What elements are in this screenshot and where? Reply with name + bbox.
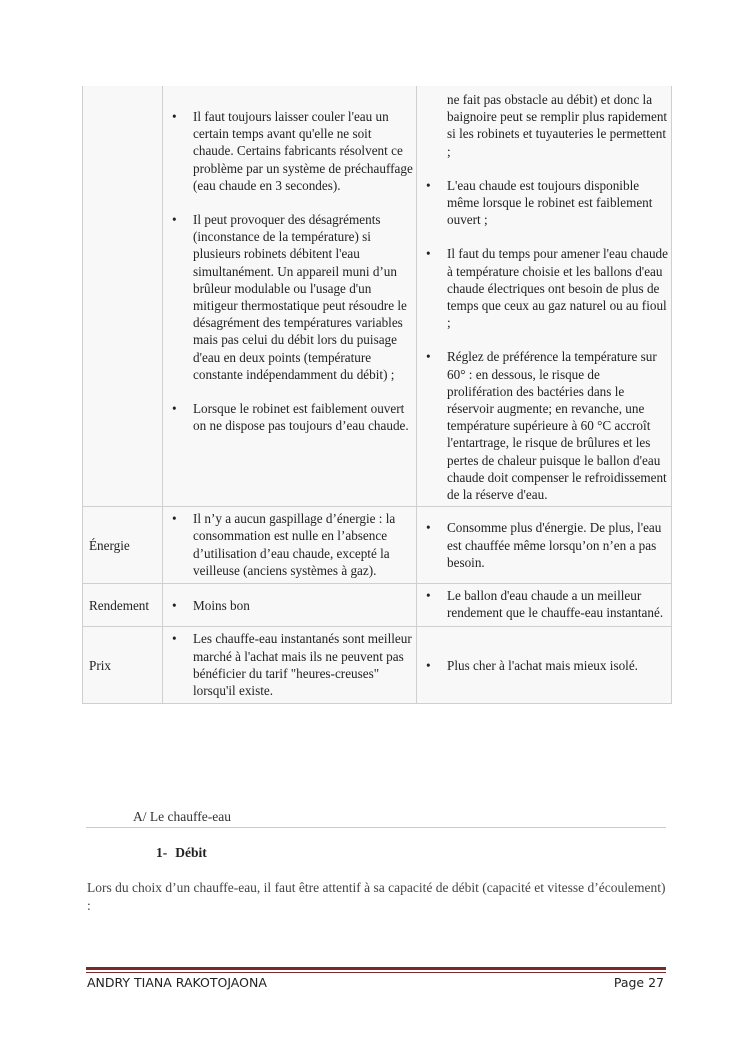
section-title: A/ Le chauffe-eau	[133, 809, 231, 824]
list-item: • L'eau chaude est toujours disponible même lorsque le robinet est faiblement ouvert ;	[417, 177, 671, 229]
list-item: • Le ballon d'eau chaude a un meilleur rendement que le chauffe-eau instantané.	[417, 587, 671, 621]
prix-instant-cell	[163, 627, 417, 704]
section-divider	[86, 827, 666, 828]
list-item: • Il faut toujours laisser couler l'eau un certain temps avant qu'elle ne soit chaude. Certains fabricants résolvent ce problème par un système de préchauffage (eau chaude en 3 secondes).	[163, 108, 416, 194]
list-item: • Moins bon	[163, 597, 416, 614]
footer-author: ANDRY TIANA RAKOTOJAONA	[87, 975, 267, 990]
list-item: • Il peut provoquer des désagréments (inconstance de la température) si plusieurs robinets débitent l'eau simultanément. Un appareil muni d’un brûleur modulable ou l'usage d'un mitigeur thermostatique peut résoudre le désagrément des températures variables mais pas celui du débit lors du puisage d'eau en deux points (température constante indépendamment du débit) ;	[163, 211, 416, 383]
energie-storage-cell	[417, 507, 672, 584]
table-row	[83, 507, 672, 584]
table-row	[83, 627, 672, 704]
list-item-continuation: ne fait pas obstacle au débit) et donc la baignoire peut se remplir plus rapidement si les robinets et tuyauteries le permettent ;	[447, 92, 668, 159]
prix-storage-cell	[417, 627, 672, 704]
row-label-rendement: Rendement	[83, 584, 163, 627]
table-row	[83, 86, 672, 507]
rendement-storage-cell	[417, 584, 672, 627]
row-label	[83, 86, 163, 507]
rendement-instant-cell	[163, 584, 417, 627]
list-item: • Réglez de préférence la température sur 60° : en dessous, le risque de prolifération des bactéries dans le réservoir augmente; en revanche, une température supérieure à 60 °C accroît l'entartrage, le risque de brûlures et les pertes de chaleur puisque le ballon d'eau chaude doit compenser le refroidissement de la réserve d'eau.	[417, 348, 671, 503]
list-item: • Les chauffe-eau instantanés sont meilleur marché à l'achat mais ils ne peuvent pas bénéficier du tarif "heures-creuses" lorsqu'il existe.	[163, 630, 416, 699]
storage-heater-cell	[417, 86, 672, 507]
list-item: • Lorsque le robinet est faiblement ouvert on ne dispose pas toujours d’eau chaude.	[163, 400, 416, 434]
list-item: • Plus cher à l'achat mais mieux isolé.	[417, 657, 671, 674]
list-item: • Consomme plus d'énergie. De plus, l'eau est chauffée même lorsqu’on n’en a pas besoin.	[417, 519, 671, 571]
row-label-energie: Énergie	[83, 507, 163, 584]
instant-heater-cell	[163, 86, 417, 507]
table-row	[83, 584, 672, 627]
list-item: • Il faut du temps pour amener l'eau chaude à température choisie et les ballons d'eau chaude électriques ont besoin de plus de temps que ceux au gaz naturel ou au fioul ;	[417, 245, 671, 331]
subsection-title: Débit	[175, 845, 207, 860]
page-number: Page 27	[613, 975, 664, 990]
subsection-heading	[156, 845, 207, 861]
footer-divider-thin	[86, 972, 666, 973]
comparison-table	[82, 86, 672, 704]
energie-instant-cell	[163, 507, 417, 584]
row-label-prix: Prix	[83, 627, 163, 704]
body-paragraph: Lors du choix d’un chauffe-eau, il faut être attentif à sa capacité de débit (capacité et vitesse d’écoulement) :	[87, 880, 666, 913]
subsection-number: 1-	[156, 845, 168, 860]
list-item: • Il n’y a aucun gaspillage d’énergie : la consommation est nulle en l’absence d’utilisation d’eau chaude, excepté la veilleuse (anciens systèmes à gaz).	[163, 510, 416, 579]
footer-divider-thick	[86, 967, 666, 970]
